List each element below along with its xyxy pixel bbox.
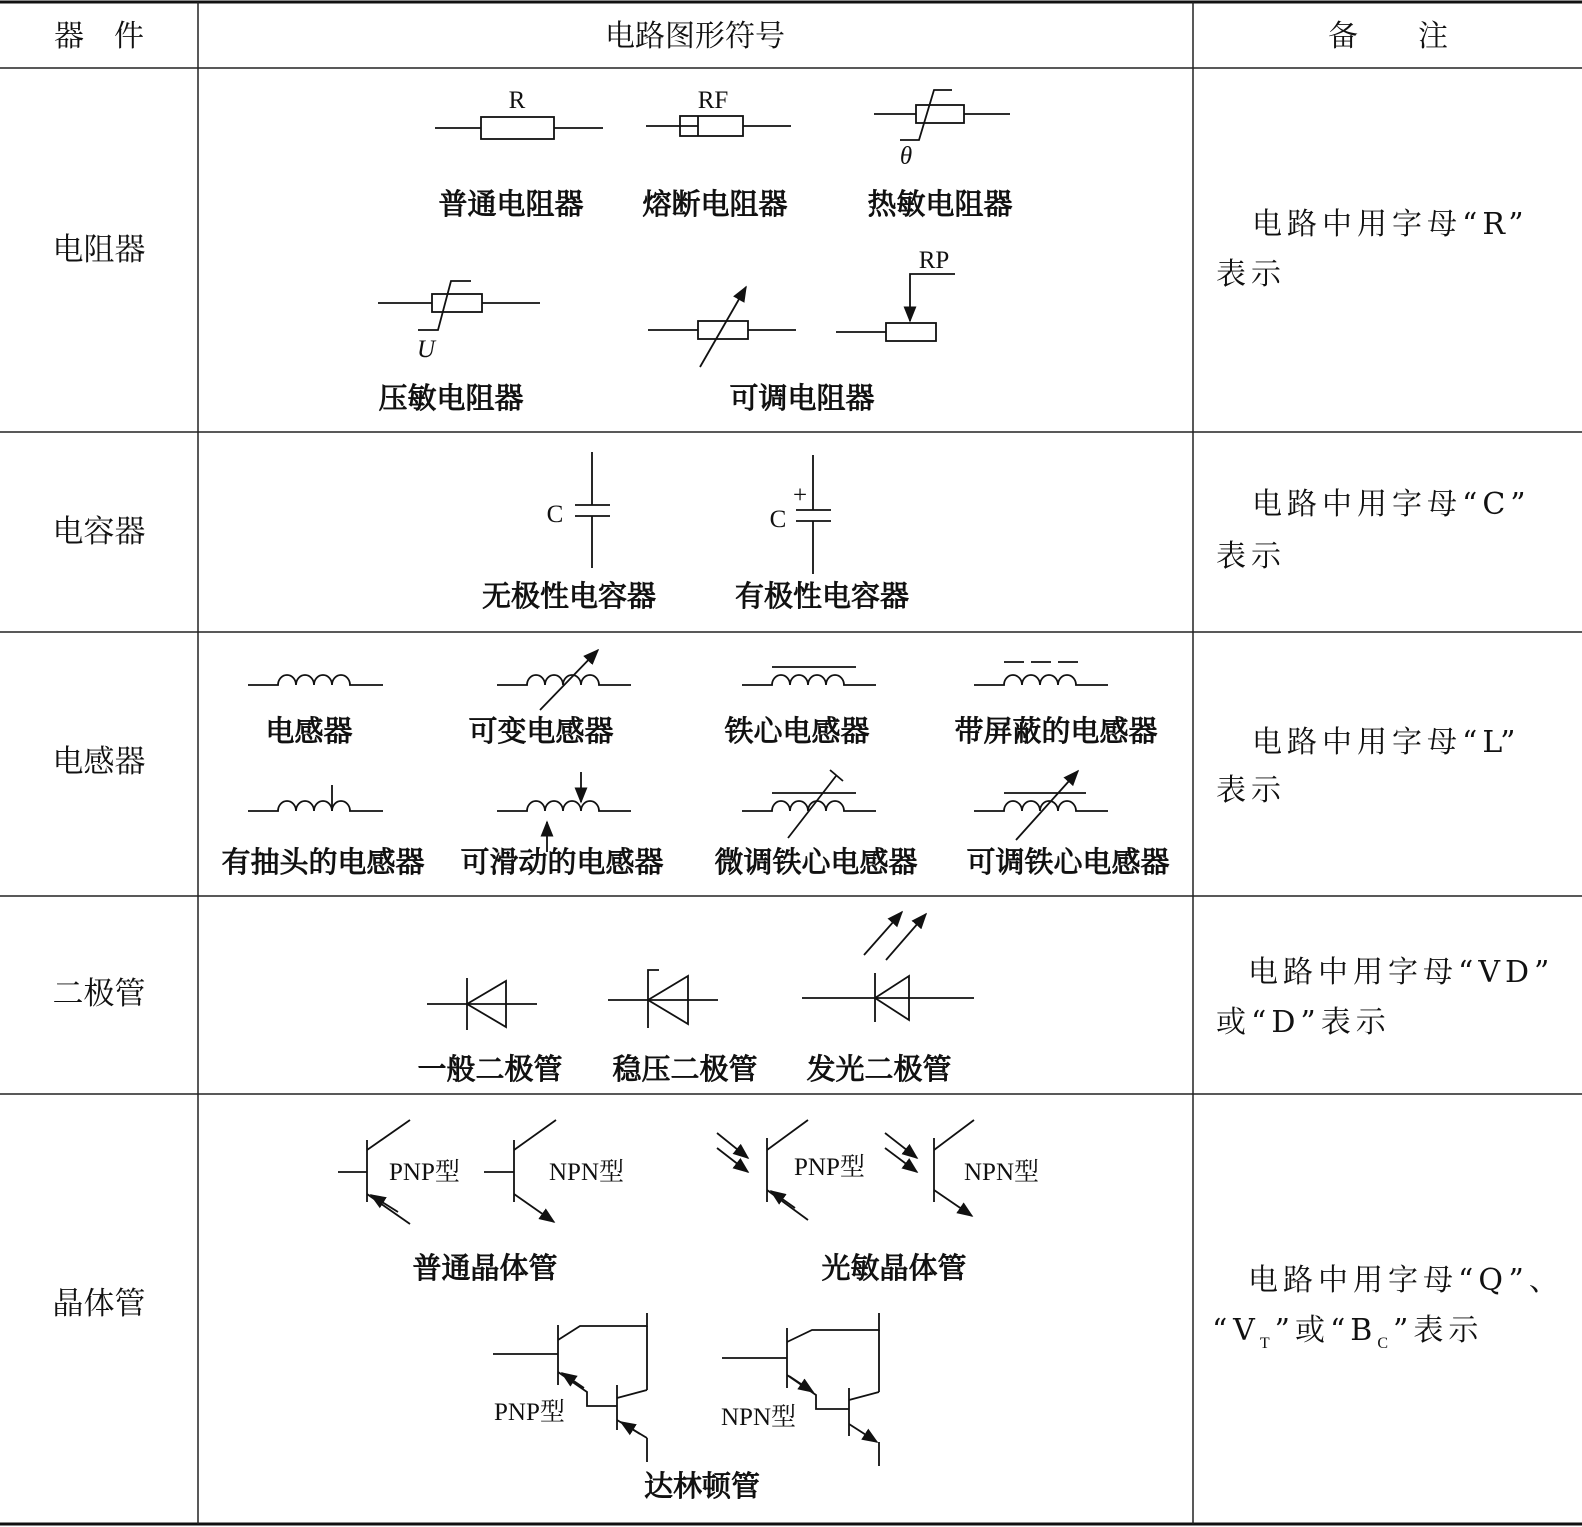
note-transistor-line1: 电路中用字母“Q”、: [1248, 1263, 1564, 1298]
note-transistor-line2: [1212, 1313, 1483, 1352]
sliding-inductor-symbol: [497, 772, 631, 852]
darlington-npn-symbol: [721, 1313, 879, 1466]
variable-inductor-symbol: [497, 650, 631, 710]
row-diode: [53, 912, 1555, 1086]
potentiometer-symbol: [836, 247, 955, 341]
note-resistor-line1: 电路中用字母“R”: [1252, 207, 1529, 242]
darlington-npn-type-label: NPN型: [721, 1404, 797, 1431]
label-shielded-inductor: 带屏蔽的电感器: [954, 714, 1158, 748]
note-inductor-line2: 表示: [1216, 773, 1286, 808]
row-capacitor: [53, 452, 1531, 613]
npn-type-label: NPN型: [549, 1159, 625, 1186]
nonpolar-capacitor-symbol: [547, 452, 610, 568]
photo-npn-transistor-symbol: [885, 1120, 1039, 1216]
photo-npn-type-label: NPN型: [964, 1159, 1040, 1186]
note-resistor-line2: 表示: [1216, 257, 1286, 292]
row-resistor: [53, 87, 1529, 415]
darlington-pnp-type-label: PNP型: [494, 1399, 565, 1426]
pnp-type-label: PNP型: [389, 1159, 460, 1186]
label-variable-inductor: 可变电感器: [468, 714, 614, 748]
fuse-resistor-letter: RF: [697, 87, 729, 114]
adjustable-resistor-symbol: [648, 287, 796, 367]
note-capacitor-line1: 电路中用字母“C”: [1252, 487, 1531, 522]
adjustable-core-inductor-symbol: [974, 771, 1108, 840]
device-name-inductor: 电感器: [52, 744, 146, 780]
iron-core-inductor-symbol: [742, 667, 876, 685]
varistor-u: U: [416, 336, 436, 363]
inductor-symbol: [248, 675, 383, 685]
polar-capacitor-plus: +: [792, 482, 808, 509]
general-diode-symbol: [427, 978, 537, 1030]
photo-pnp-transistor-symbol: [717, 1120, 865, 1220]
label-nonpolar-capacitor: 无极性电容器: [481, 579, 657, 613]
note-transistor-sub-c: C: [1377, 1335, 1394, 1352]
zener-diode-symbol: [608, 970, 718, 1028]
thermistor-symbol: [874, 90, 1010, 170]
note-transistor-part-c: ”表示: [1393, 1313, 1484, 1348]
thermistor-theta: θ: [899, 143, 913, 170]
label-tapped-inductor: 有抽头的电感器: [221, 845, 425, 879]
device-name-diode: 二极管: [52, 976, 146, 1012]
pnp-transistor-symbol: [338, 1120, 460, 1224]
tapped-inductor-symbol: [248, 785, 383, 811]
note-transistor-part-a: “V: [1212, 1313, 1260, 1348]
label-sliding-inductor: 可滑动的电感器: [460, 845, 664, 879]
table-header: [54, 19, 1448, 54]
darlington-pnp-symbol: [493, 1313, 647, 1462]
note-transistor-part-b: ”或“B: [1274, 1313, 1378, 1348]
label-varistor: 压敏电阻器: [378, 381, 524, 415]
label-ordinary-transistor: 普通晶体管: [412, 1251, 558, 1285]
label-standard-resistor: 普通电阻器: [438, 187, 584, 221]
label-fuse-resistor: 熔断电阻器: [642, 187, 788, 221]
label-trimmer-core-inductor: 微调铁心电感器: [714, 845, 918, 879]
note-diode-line1: 电路中用字母“VD”: [1248, 955, 1555, 990]
resistor-letter: R: [508, 87, 526, 114]
note-transistor-sub-t: T: [1259, 1335, 1275, 1352]
label-thermistor: 热敏电阻器: [867, 187, 1013, 221]
polar-capacitor-symbol: [770, 455, 831, 574]
row-inductor: [53, 650, 1521, 879]
photo-pnp-type-label: PNP型: [794, 1154, 865, 1181]
header-device: 器 件: [54, 19, 144, 54]
label-general-diode: 一般二极管: [417, 1052, 563, 1086]
device-name-resistor: 电阻器: [52, 232, 146, 268]
row-transistor: [53, 1120, 1564, 1503]
label-darlington: 达林顿管: [643, 1469, 761, 1503]
note-diode-line2: 或“D”表示: [1216, 1005, 1391, 1040]
note-capacitor-line2: 表示: [1216, 539, 1286, 574]
fuse-resistor-symbol: [646, 87, 791, 136]
label-iron-core-inductor: 铁心电感器: [724, 714, 870, 748]
device-name-transistor: 晶体管: [52, 1286, 146, 1322]
label-led: 发光二极管: [806, 1052, 952, 1086]
label-adjustable-core-inductor: 可调铁心电感器: [966, 845, 1170, 879]
npn-transistor-symbol: [484, 1120, 624, 1222]
led-symbol: [802, 912, 974, 1022]
header-note: 备 注: [1328, 19, 1448, 54]
note-inductor-line1: 电路中用字母“L”: [1252, 725, 1521, 760]
label-inductor: 电感器: [265, 714, 353, 748]
device-name-capacitor: 电容器: [52, 514, 146, 550]
nonpolar-capacitor-letter: C: [546, 501, 564, 528]
label-zener-diode: 稳压二极管: [612, 1052, 758, 1086]
label-polar-capacitor: 有极性电容器: [734, 579, 910, 613]
varistor-symbol: [378, 281, 540, 363]
shielded-inductor-symbol: [974, 662, 1108, 685]
trimmer-core-inductor-symbol: [742, 770, 876, 838]
label-phototransistor: 光敏晶体管: [821, 1251, 967, 1285]
header-symbol: 电路图形符号: [605, 19, 785, 54]
resistor-symbol: [435, 87, 603, 139]
polar-capacitor-letter: C: [769, 506, 787, 533]
potentiometer-letter: RP: [918, 247, 950, 274]
label-adjustable-resistor: 可调电阻器: [729, 381, 875, 415]
